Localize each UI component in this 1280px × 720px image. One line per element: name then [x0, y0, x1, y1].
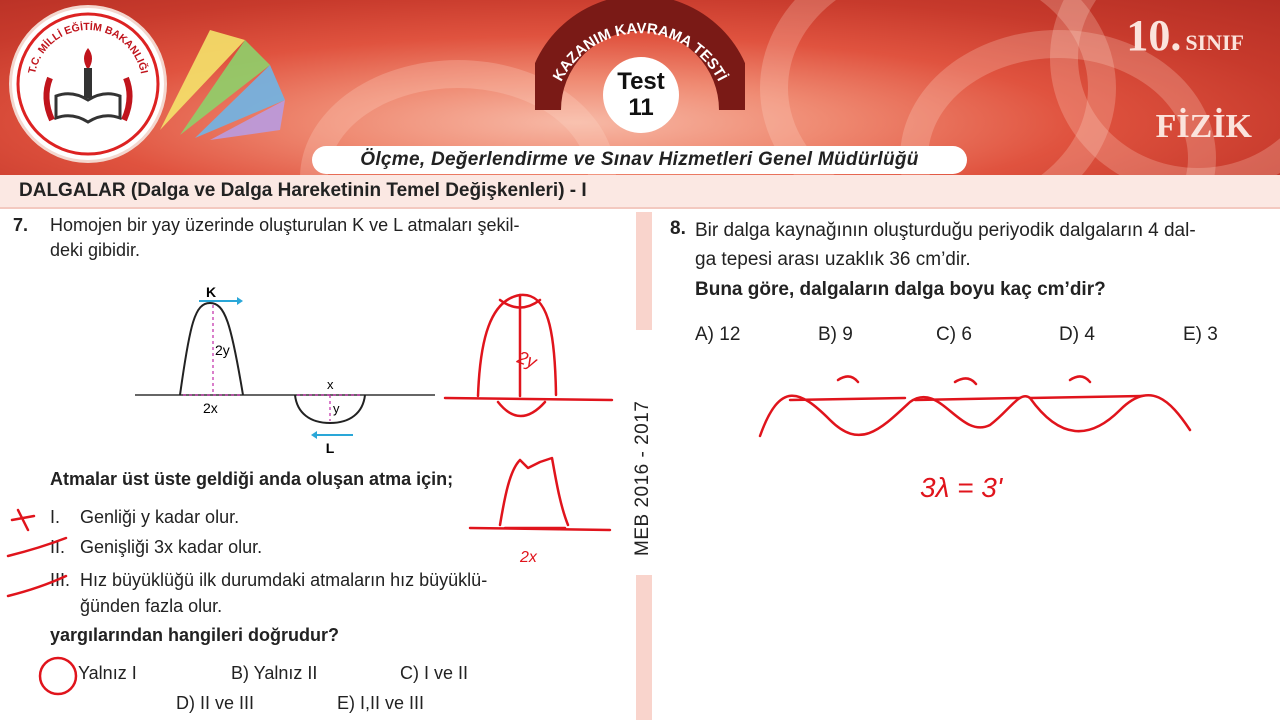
figure-label-2y: 2y [215, 342, 230, 358]
q8-option-a[interactable]: A) 12 [695, 324, 741, 345]
q8-option-b[interactable]: B) 9 [818, 324, 853, 345]
q7-option-c[interactable]: C) I ve II [400, 663, 469, 683]
q7-option-d[interactable]: D) II ve III [176, 693, 255, 713]
q8-text-line1: Bir dalga kaynağının oluşturduğu periyodik dalgaların 4 dal- [695, 220, 1196, 241]
q7-text-line2: deki gibidir. [50, 240, 141, 260]
q8-number: 8. [670, 218, 686, 239]
statement-numeral: II. [50, 537, 66, 557]
grade-word: SINIF [1185, 30, 1244, 55]
figure-label-L: L [325, 440, 335, 456]
ink-pulse-sketch [478, 295, 556, 396]
ink-plus-mark [12, 510, 34, 530]
figure-label-y: y [333, 401, 340, 416]
ministry-logo [12, 8, 164, 160]
statement-text: Hız büyüklüğü ilk durumdaki atmaların hız büyüklü- [80, 570, 488, 590]
q7-pulse-figure [135, 283, 445, 463]
figure-label-K: K [205, 284, 217, 300]
figure-label-x: x [327, 377, 334, 392]
statement-numeral: III. [50, 570, 71, 590]
q7-number: 7. [13, 215, 29, 235]
q7-option-e[interactable]: E) I,II ve III [337, 693, 425, 713]
statement-text: Genliği y kadar olur. [80, 507, 240, 527]
q7-text [50, 213, 570, 263]
test-number-badge [603, 57, 679, 133]
subject-label: FİZİK [1155, 108, 1252, 145]
badge-arc-text: KAZANIM KAVRAMA TESTİ [549, 20, 731, 85]
q8-option-e[interactable]: E) 3 [1183, 324, 1218, 345]
ink-pulse-dip [498, 402, 545, 416]
ink-merged-pulse [500, 458, 568, 525]
q7-option-a[interactable]: Yalnız I [78, 663, 137, 683]
q8-text-line2: ga tepesi arası uzaklık 36 cm’dir. [695, 249, 971, 270]
grade-label [1126, 10, 1244, 61]
figure-label-2x: 2x [203, 400, 218, 416]
q8-text [695, 216, 1275, 274]
statement-text-cont: ğünden fazla olur. [80, 596, 223, 616]
ink-baseline-2 [470, 528, 610, 530]
divider-strip-top [636, 212, 652, 330]
q7-statement-1 [50, 507, 239, 528]
test-number: 11 [628, 94, 654, 121]
grade-number: 10. [1126, 11, 1182, 60]
q8-option-c[interactable]: C) 6 [936, 324, 972, 345]
ink-wavelength-arrows [790, 396, 1142, 400]
test-label: Test [617, 68, 665, 95]
statement-numeral: I. [50, 507, 61, 527]
ink-lambda-marks [838, 376, 1090, 384]
q7-statement-2 [50, 537, 262, 558]
statement-text: Genişliği 3x kadar olur. [80, 537, 263, 557]
q7-text-line1: Homojen bir yay üzerinde oluşturulan K ve L atmaları şekil- [50, 215, 520, 235]
rainbow-fan-graphic [150, 20, 300, 140]
q8-question: Buna göre, dalgaların dalga boyu kaç cm’dir? [695, 279, 1106, 300]
ink-equation: 3λ = 3' [920, 472, 1003, 503]
section-title-bar [0, 175, 1280, 209]
ink-label-2x: 2x [520, 549, 537, 566]
ink-wave [760, 395, 1190, 436]
ink-label-2y: 2y [514, 346, 540, 373]
q7-statement-3 [50, 567, 487, 619]
section-title: DALGALAR (Dalga ve Dalga Hareketinin Temel Değişkenleri) - I [19, 180, 587, 201]
ink-pulse-top [500, 300, 540, 308]
ink-baseline-1 [445, 398, 612, 400]
ink-answer-circle [40, 658, 76, 694]
meb-year-label [628, 360, 658, 560]
q7-option-b[interactable]: B) Yalnız II [231, 663, 318, 683]
logo-text: T.C. MİLLİ EĞİTİM BAKANLIĞI [26, 20, 150, 75]
divider-strip-bottom [636, 575, 652, 720]
directorate-label: Ölçme, Değerlendirme ve Sınav Hizmetleri Genel Müdürlüğü [312, 146, 967, 174]
meb-year-text: MEB 2016 - 2017 [632, 400, 653, 556]
q7-prompt: Atmalar üst üste geldiği anda oluşan atma için; [50, 469, 454, 489]
q7-question: yargılarından hangileri doğrudur? [50, 625, 340, 645]
q8-option-d[interactable]: D) 4 [1059, 324, 1095, 345]
